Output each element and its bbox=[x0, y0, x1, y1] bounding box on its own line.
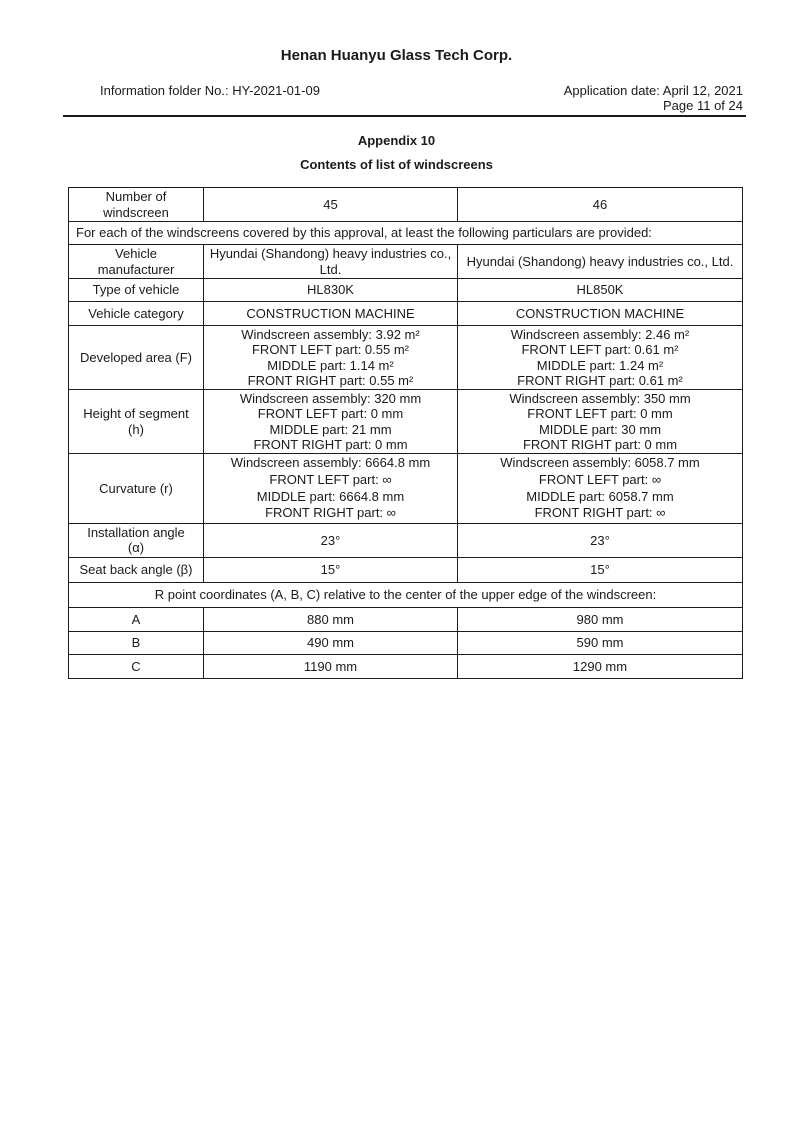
value-line: MIDDLE part: 6058.7 mm bbox=[526, 488, 674, 504]
cell-number-45: 45 bbox=[204, 188, 458, 222]
row-coordinate-a bbox=[69, 607, 743, 631]
application-date: Application date: April 12, 2021 bbox=[563, 83, 743, 98]
cell-developed-area-45 bbox=[204, 326, 458, 390]
row-label: A bbox=[69, 607, 204, 631]
company-title: Henan Huanyu Glass Tech Corp. bbox=[280, 47, 513, 64]
cell-curvature-45 bbox=[204, 454, 458, 523]
row-coordinate-b bbox=[69, 631, 743, 654]
value-line: Windscreen assembly: 2.46 m² bbox=[510, 327, 690, 342]
cell-type-46: HL850K bbox=[458, 279, 743, 302]
cell-developed-area-46 bbox=[458, 326, 743, 390]
cell-installation-angle-46: 23° bbox=[458, 523, 743, 557]
value-line: FRONT RIGHT part: ∞ bbox=[265, 505, 396, 521]
row-seat-back-angle bbox=[69, 557, 743, 582]
value-line: FRONT LEFT part: 0 mm bbox=[257, 406, 404, 422]
cell-coord-b-46: 590 mm bbox=[458, 631, 743, 654]
cell-seat-back-angle-46: 15° bbox=[458, 557, 743, 582]
row-height-of-segment bbox=[69, 390, 743, 454]
cell-height-segment-46 bbox=[458, 390, 743, 454]
value-line: FRONT LEFT part: 0.55 m² bbox=[251, 342, 409, 358]
cell-coord-b-45: 490 mm bbox=[204, 631, 458, 654]
cell-installation-angle-45: 23° bbox=[204, 523, 458, 557]
approval-note-text: For each of the windscreens covered by this approval, at least the following particulars are provided: bbox=[69, 222, 743, 245]
header-divider bbox=[63, 115, 746, 117]
row-type-of-vehicle bbox=[69, 279, 743, 302]
r-point-note-text: R point coordinates (A, B, C) relative to the center of the upper edge of the windscreen: bbox=[69, 582, 743, 607]
row-label: Developed area (F) bbox=[69, 326, 204, 390]
row-coordinate-c bbox=[69, 654, 743, 678]
value-line: FRONT RIGHT part: 0.55 m² bbox=[247, 372, 414, 388]
cell-height-segment-45 bbox=[204, 390, 458, 454]
appendix-title: Appendix 10 bbox=[357, 133, 436, 148]
info-bar bbox=[100, 83, 743, 98]
row-label: Seat back angle (β) bbox=[69, 557, 204, 582]
value-line: MIDDLE part: 6664.8 mm bbox=[256, 488, 405, 504]
row-curvature bbox=[69, 454, 743, 523]
value-line: Windscreen assembly: 6058.7 mm bbox=[500, 455, 700, 471]
row-number-of-windscreen bbox=[69, 188, 743, 222]
value-line: Windscreen assembly: 320 mm bbox=[239, 391, 422, 407]
windscreen-table bbox=[68, 187, 743, 679]
value-line: MIDDLE part: 21 mm bbox=[269, 421, 392, 437]
row-label: C bbox=[69, 654, 204, 678]
row-vehicle-manufacturer bbox=[69, 245, 743, 279]
cell-number-46: 46 bbox=[458, 188, 743, 222]
cell-curvature-46 bbox=[458, 454, 743, 523]
cell-coord-a-45: 880 mm bbox=[204, 607, 458, 631]
value-line: FRONT RIGHT part: 0.61 m² bbox=[517, 372, 683, 388]
value-line: FRONT LEFT part: ∞ bbox=[538, 471, 662, 487]
info-folder-number: Information folder No.: HY-2021-01-09 bbox=[100, 83, 320, 98]
cell-category-46: CONSTRUCTION MACHINE bbox=[458, 302, 743, 326]
row-label: Vehicle manufacturer bbox=[69, 245, 204, 279]
row-vehicle-category bbox=[69, 302, 743, 326]
value-line: MIDDLE part: 30 mm bbox=[538, 421, 662, 437]
row-r-point-note bbox=[69, 582, 743, 607]
cell-category-45: CONSTRUCTION MACHINE bbox=[204, 302, 458, 326]
value-line: FRONT LEFT part: 0.61 m² bbox=[521, 342, 679, 358]
row-label: Vehicle category bbox=[69, 302, 204, 326]
cell-coord-a-46: 980 mm bbox=[458, 607, 743, 631]
value-line: FRONT RIGHT part: ∞ bbox=[534, 505, 666, 521]
value-line: Windscreen assembly: 350 mm bbox=[509, 391, 691, 407]
value-line: Windscreen assembly: 3.92 m² bbox=[241, 327, 420, 342]
page-number: Page 11 of 24 bbox=[663, 98, 743, 113]
row-installation-angle bbox=[69, 523, 743, 557]
value-line: FRONT RIGHT part: 0 mm bbox=[253, 437, 408, 453]
value-line: Windscreen assembly: 6664.8 mm bbox=[230, 455, 431, 471]
cell-coord-c-45: 1190 mm bbox=[204, 654, 458, 678]
value-line: FRONT LEFT part: ∞ bbox=[269, 471, 392, 487]
row-label: Installation angle (α) bbox=[69, 523, 204, 557]
value-line: MIDDLE part: 1.14 m² bbox=[267, 357, 394, 373]
row-label: Height of segment (h) bbox=[69, 390, 204, 454]
cell-seat-back-angle-45: 15° bbox=[204, 557, 458, 582]
cell-manufacturer-46: Hyundai (Shandong) heavy industries co., Ltd. bbox=[458, 245, 743, 279]
cell-coord-c-46: 1290 mm bbox=[458, 654, 743, 678]
cell-manufacturer-45: Hyundai (Shandong) heavy industries co., Ltd. bbox=[204, 245, 458, 279]
value-line: FRONT RIGHT part: 0 mm bbox=[522, 437, 678, 453]
row-label: Curvature (r) bbox=[69, 454, 204, 523]
row-label: Type of vehicle bbox=[69, 279, 204, 302]
row-developed-area bbox=[69, 326, 743, 390]
cell-type-45: HL830K bbox=[204, 279, 458, 302]
document-subtitle: Contents of list of windscreens bbox=[300, 157, 493, 172]
value-line: MIDDLE part: 1.24 m² bbox=[536, 357, 664, 373]
row-approval-note bbox=[69, 222, 743, 245]
row-label: Number of windscreen bbox=[69, 188, 204, 222]
value-line: FRONT LEFT part: 0 mm bbox=[527, 406, 673, 422]
row-label: B bbox=[69, 631, 204, 654]
